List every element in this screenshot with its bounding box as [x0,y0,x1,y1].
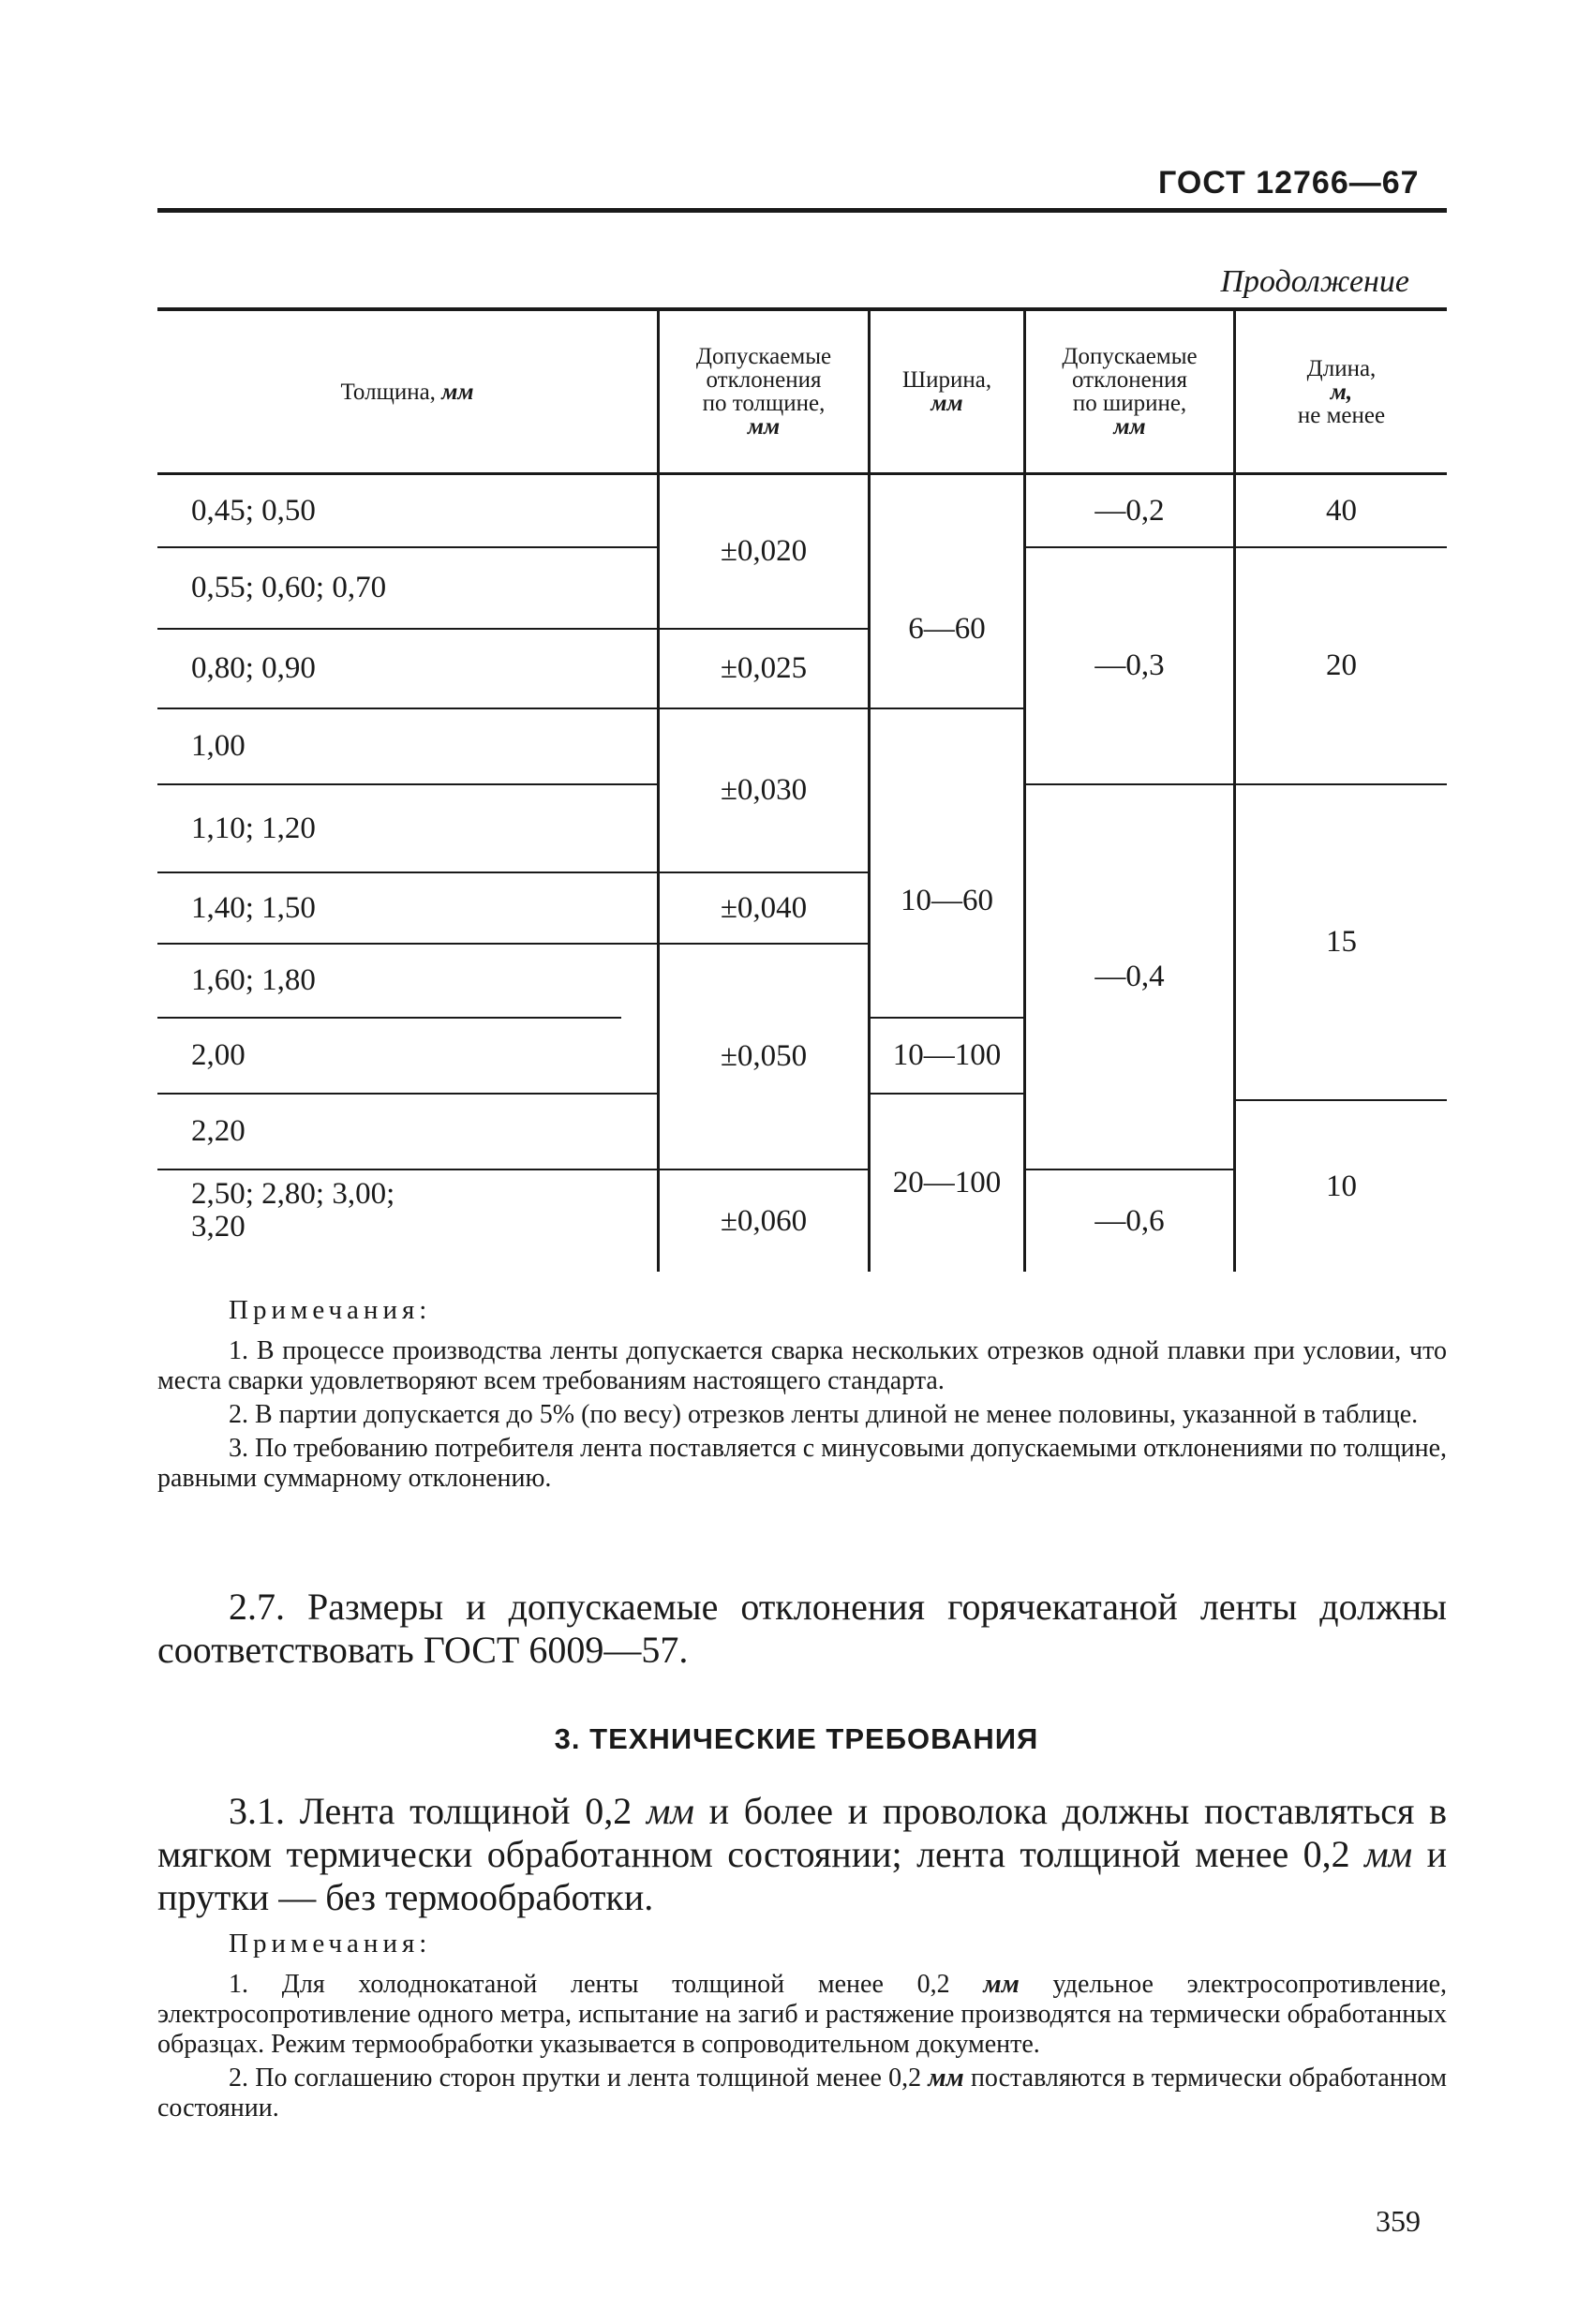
note-text: поставляются в термически обработанном состоянии. [157,2063,1447,2123]
note-text: 1. Для холоднокатаной ленты толщиной менее 0,2 [229,1970,984,1999]
header-line: мм [930,391,963,416]
standard-header: ГОСТ 12766—67 [1158,165,1420,201]
unit-mm: мм [646,1790,694,1832]
thickness-cell: 1,60; 1,80 [191,963,316,997]
thickness-cell: 1,00 [191,729,246,763]
notes-title: Примечания: [229,1295,432,1325]
header-line: отклонения [706,367,822,393]
thickness-cell: 2,20 [191,1114,246,1148]
header-line: отклонения [1072,367,1187,393]
width-cell: 20—100 [892,1166,1002,1199]
width-tolerance-cell: —0,3 [1094,648,1165,682]
width-cell: 10—100 [892,1038,1002,1072]
header-line: по толщине, [702,391,826,416]
width-tolerance-cell: —0,4 [1094,960,1165,993]
thickness-cell: 0,80; 0,90 [191,651,316,685]
thickness-cell: 2,00 [191,1038,246,1072]
header-length [1236,311,1447,472]
header-line: Длина, [1306,355,1377,381]
paragraph-3-1 [157,1790,1447,1919]
thickness-cell: 0,45; 0,50 [191,493,316,528]
width-cell: 10—60 [901,884,993,917]
header-line: Допускаемые [695,344,832,369]
width-tolerance-cell: —0,6 [1094,1203,1165,1238]
note-item [157,2063,1447,2123]
header-line: Допускаемые [1062,344,1198,369]
section-title: 3. ТЕХНИЧЕСКИЕ ТРЕБОВАНИЯ [554,1722,1039,1755]
thickness-tolerance-cell: ±0,040 [720,890,808,925]
thickness-cell: 1,10; 1,20 [191,811,316,845]
thickness-tolerance-cell: ±0,050 [720,1039,808,1073]
continuation-label: Продолжение [1220,264,1409,299]
paragraph-2-7: 2.7. Размеры и допускаемые отклонения горячекатаной ленты должны соответствовать ГОСТ 6009—57. [157,1586,1447,1671]
note-item: 2. В партии допускается до 5% (по весу) отрезков ленты длиной не менее половины, указанной в таблице. [229,1400,1419,1429]
header-line: Толщина, мм [340,379,474,405]
header-thickness [157,311,657,472]
note-item: 3. По требованию потребителя лента поставляется с минусовыми допускаемыми отклонениями по толщине, равными суммарному отклонению. [157,1434,1447,1493]
length-cell: 40 [1326,493,1357,528]
note-item [157,1970,1447,2060]
length-cell: 15 [1326,925,1357,959]
thickness-cell: 2,50; 2,80; 3,00; [191,1177,395,1211]
notes-title: Примечания: [229,1929,432,1959]
paragraph-text: и более и проволока должны поставляться в мягком термически обработанном состоянии; лента толщиной менее 0,2 [157,1790,1447,1875]
unit-mm: мм [983,1970,1020,1999]
width-cell: 6—60 [908,612,986,646]
header-width [871,311,1023,472]
page-number: 359 [1376,2204,1421,2238]
note-text: 2. По соглашению сторон прутки и лента толщиной менее 0,2 [229,2063,929,2093]
thickness-tolerance-cell: ±0,060 [720,1203,808,1238]
header-line: мм [747,414,781,439]
notes-list [157,1970,1447,2123]
row-rule [157,1169,657,1170]
notes-list [157,1336,1447,1494]
unit-mm: мм [1364,1833,1413,1875]
thickness-cell: 0,55; 0,60; 0,70 [191,571,387,604]
header-line: не менее [1297,402,1386,428]
thickness-tolerance-cell: ±0,025 [720,651,808,685]
paragraph-text: и прутки — без термообработки. [157,1833,1448,1918]
note-item: 1. В процессе производства ленты допускается сварка нескольких отрезков одной плавки при условии, что места сварки удовлетворяют всем требованиям настоящего стандарта. [157,1336,1447,1395]
paragraph-text: 3.1. Лента толщиной 0,2 [229,1790,647,1832]
unit-mm: мм [928,2063,964,2093]
header-width-tolerance [1026,311,1233,472]
thickness-tolerance-cell: ±0,020 [720,534,808,568]
header-line: мм [1113,414,1146,439]
header-line: м, [1330,379,1353,405]
header-line: по ширине, [1072,391,1187,416]
thickness-cell: 3,20 [191,1210,246,1244]
thickness-cell: 1,40; 1,50 [191,890,316,925]
width-tolerance-cell: —0,2 [1094,493,1165,528]
length-cell: 10 [1326,1169,1357,1203]
header-line: Ширина, [901,367,992,393]
unit-mm: мм [441,379,474,405]
header-thickness-tolerance [660,311,868,472]
length-cell: 20 [1326,648,1357,682]
thickness-tolerance-cell: ±0,030 [720,773,808,807]
note-text: удельное электросопротивление, электросопротивление одного метра, испытание на загиб и растяжение производятся на термически обработанных образцах. Режим термообработки указывается в сопроводительном документе. [157,1970,1447,2059]
